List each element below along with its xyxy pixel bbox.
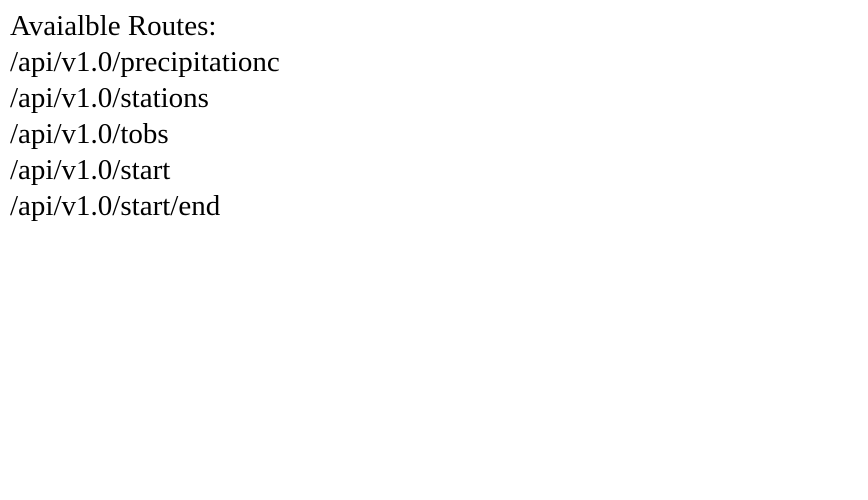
routes-heading: Avaialble Routes:: [10, 10, 217, 42]
routes-page: [10, 8, 280, 224]
route-tobs: /api/v1.0/tobs: [10, 118, 169, 150]
route-stations: /api/v1.0/stations: [10, 82, 209, 114]
route-precipitation: /api/v1.0/precipitationc: [10, 46, 280, 78]
route-start: /api/v1.0/start: [10, 154, 171, 186]
route-start-end: /api/v1.0/start/end: [10, 190, 221, 222]
